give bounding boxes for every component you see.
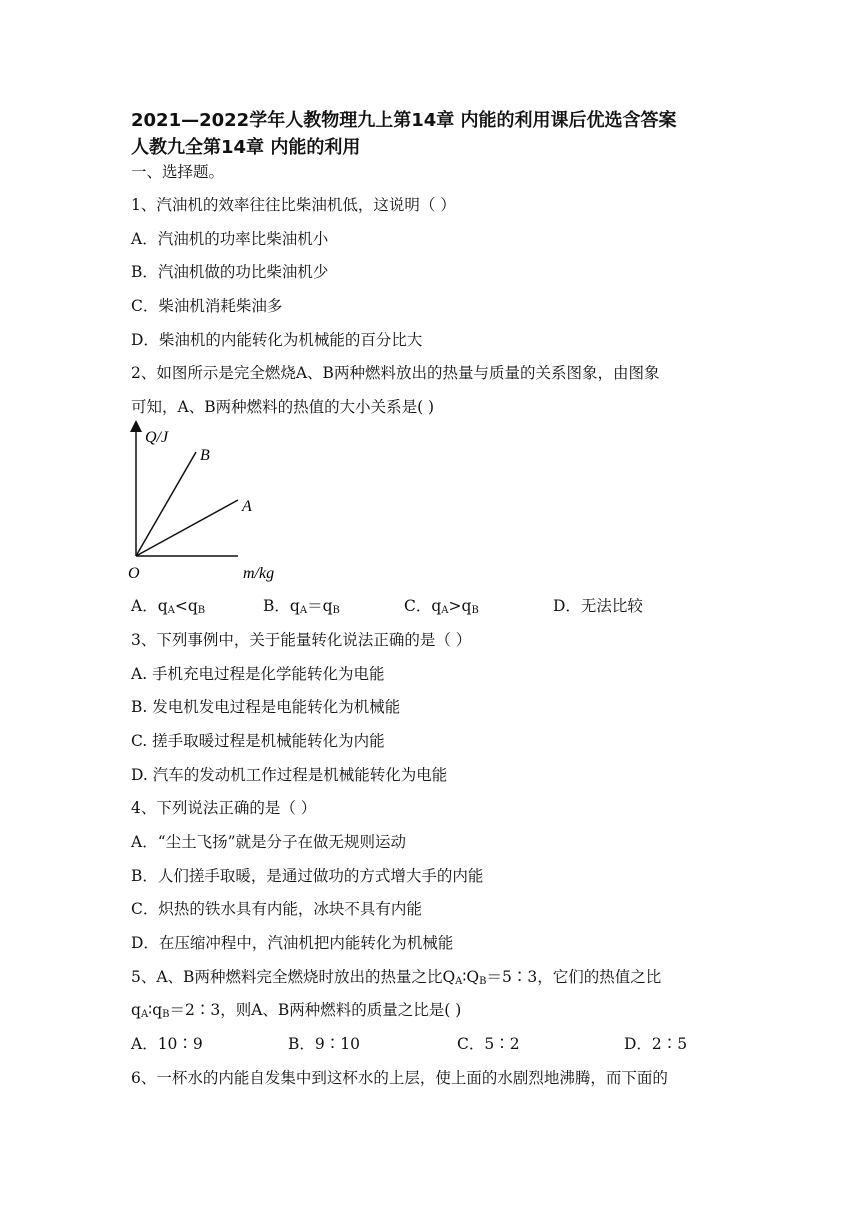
question-5-stem-line-1: 5、A、B两种燃料完全燃烧时放出的热量之比$Q_A∶Q_B=5∶3$，它们的热值之比 (131, 968, 662, 987)
question-5-option-c: C．5∶2 (457, 1035, 520, 1053)
question-2-options (0, 594, 860, 616)
question-1-option-c: C．柴油机消耗柴油多 (131, 297, 283, 315)
question-1-option-b: B．汽油机做的功比柴油机少 (131, 263, 329, 281)
question-5-options (0, 1032, 860, 1054)
question-5-option-a: A．10∶9 (131, 1035, 203, 1053)
question-2-option-a: A．$q_A<q_B$ (131, 597, 206, 616)
question-2-option-c: C．$q_A>q_B$ (404, 597, 479, 616)
question-6-stem: 6、一杯水的内能自发集中到这杯水的上层，使上面的水剧烈地沸腾，而下面的 (131, 1069, 668, 1087)
question-1-option-d: D．柴油机的内能转化为机械能的百分比大 (131, 331, 423, 349)
question-3-stem: 3、下列事例中，关于能量转化说法正确的是（ ） (131, 631, 472, 649)
question-3-option-b: B. 发电机发电过程是电能转化为机械能 (131, 698, 401, 716)
question-4-option-b: B．人们搓手取暖，是通过做功的方式增大手的内能 (131, 867, 484, 885)
question-2-stem-line-2: 可知，A、B两种燃料的热值的大小关系是( ) (131, 398, 435, 416)
question-4-option-a: A．“尘土飞扬”就是分子在做无规则运动 (131, 833, 407, 851)
question-3-option-d: D. 汽车的发动机工作过程是机械能转化为电能 (131, 766, 448, 784)
chapter-title: 人教九全第14章 内能的利用 (131, 137, 361, 158)
graph-x-label: m/kg (243, 565, 275, 582)
question-4-stem: 4、下列说法正确的是（ ） (131, 799, 317, 817)
graph-line-a-label: A (242, 498, 252, 515)
question-2-option-d: D．无法比较 (553, 597, 643, 615)
question-2-option-b: B．$q_A=q_B$ (263, 597, 340, 616)
section-heading: 一、选择题。 (131, 163, 225, 181)
document-title: 2021—2022学年人教物理九上第14章 内能的利用课后优选含答案 (131, 110, 677, 131)
heat-mass-graph (125, 420, 295, 588)
question-5-option-b: B．9∶10 (288, 1035, 360, 1053)
question-1-option-a: A．汽油机的功率比柴油机小 (131, 230, 329, 248)
graph-line-b-label: B (200, 447, 210, 464)
question-4-option-d: D．在压缩冲程中，汽油机把内能转化为机械能 (131, 934, 454, 952)
question-4-option-c: C．炽热的铁水具有内能，冰块不具有内能 (131, 900, 422, 918)
question-5-stem-line-2: $q_A∶q_B=2∶3$，则A、B两种燃料的质量之比是( ) (131, 1001, 462, 1020)
question-5-option-d: D．2∶5 (624, 1035, 688, 1053)
graph-y-label: Q/J (145, 429, 169, 446)
question-3-option-c: C. 搓手取暖过程是机械能转化为内能 (131, 732, 385, 750)
graph-origin-label: O (128, 565, 140, 582)
graph-line-b (136, 452, 196, 556)
question-1-stem: 1、汽油机的效率往往比柴油机低，这说明（ ） (131, 196, 456, 214)
question-2-stem-line-1: 2、如图所示是完全燃烧A、B两种燃料放出的热量与质量的关系图象，由图象 (131, 364, 660, 382)
question-3-option-a: A. 手机充电过程是化学能转化为电能 (131, 665, 385, 683)
